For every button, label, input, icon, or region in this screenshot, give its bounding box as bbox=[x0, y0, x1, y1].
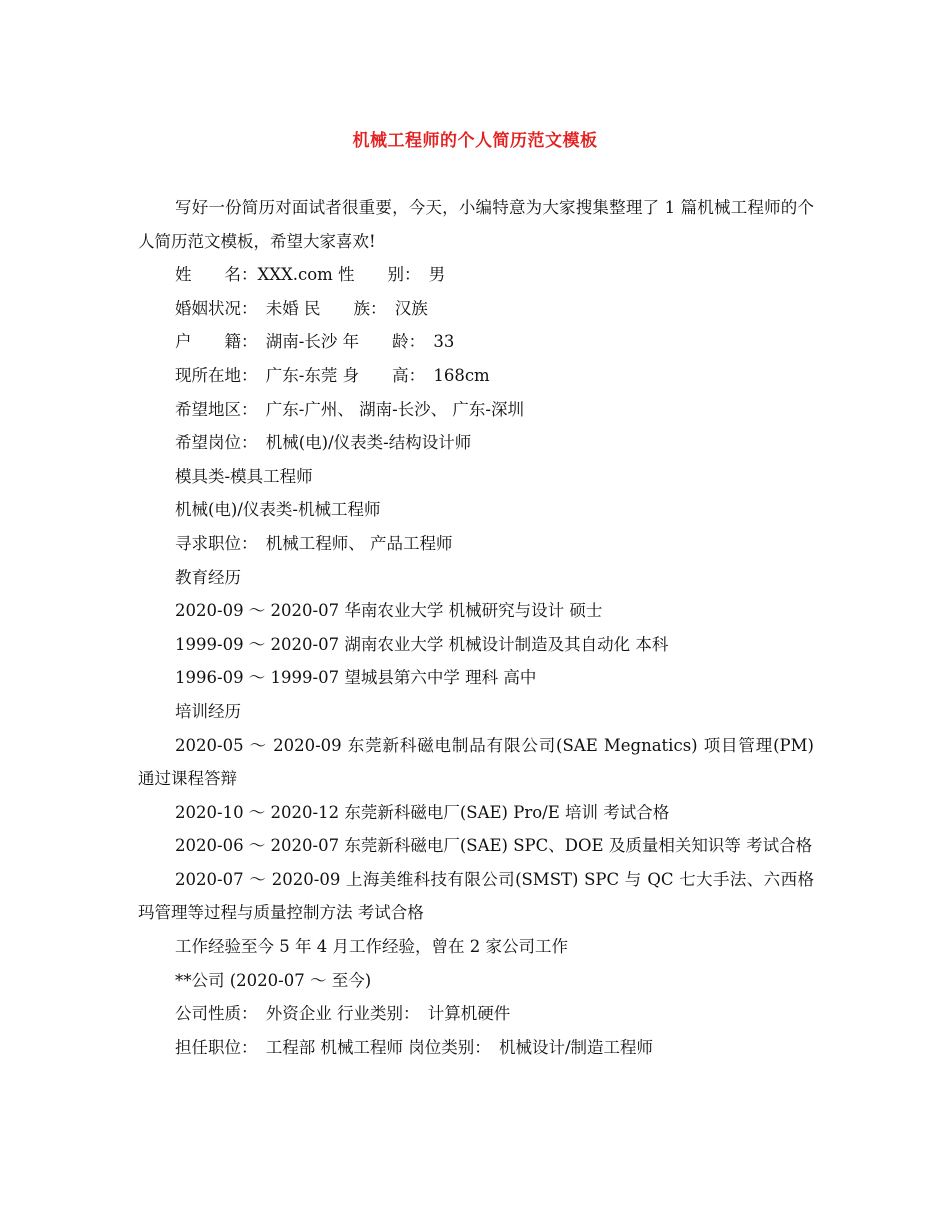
document-title: 机械工程师的个人简历范文模板 bbox=[352, 131, 598, 151]
name-gender-line: 姓 名：XXX.com 性 别： 男 bbox=[175, 265, 446, 285]
intro-paragraph: 写好一份简历对面试者很重要，今天，小编特意为大家搜集整理了 1 篇机械工程师的个人简历范文模板，希望大家喜欢! bbox=[138, 198, 814, 251]
education-entry: 1999-09 ～ 2020-07 湖南农业大学 机械设计制造及其自动化 本科 bbox=[175, 634, 669, 654]
position-line: 担任职位： 工程部 机械工程师 岗位类别： 机械设计/制造工程师 bbox=[175, 1037, 654, 1057]
training-entry: 2020-05 ～ 2020-09 东莞新科磁电制品有限公司(SAE Megnatics) 项目管理(PM) 通过课程答辩 bbox=[138, 735, 820, 789]
education-entry: 2020-09 ～ 2020-07 华南农业大学 机械研究与设计 硕士 bbox=[175, 601, 603, 621]
job-sought-line: 寻求职位： 机械工程师、 产品工程师 bbox=[175, 533, 453, 553]
training-entry: 2020-06 ～ 2020-07 东莞新科磁电厂(SAE) SPC、DOE 及质量相关知识等 考试合格 bbox=[175, 836, 813, 856]
desired-region-line: 希望地区： 广东-广州、 湖南-长沙、 广东-深圳 bbox=[175, 399, 524, 419]
training-heading: 培训经历 bbox=[175, 701, 241, 721]
hukou-age-line: 户 籍： 湖南-长沙 年 龄： 33 bbox=[175, 332, 455, 352]
document-body bbox=[138, 191, 820, 1064]
education-heading: 教育经历 bbox=[175, 567, 241, 587]
desired-position-line-3: 机械(电)/仪表类-机械工程师 bbox=[175, 500, 381, 520]
company-entry: **公司 (2020-07 ～ 至今) bbox=[175, 970, 372, 990]
desired-position-line-2: 模具类-模具工程师 bbox=[175, 466, 313, 486]
marital-ethnicity-line: 婚姻状况： 未婚 民 族： 汉族 bbox=[175, 298, 428, 318]
training-entry: 2020-07 ～ 2020-09 上海美维科技有限公司(SMST) SPC 与 QC 七大手法、六西格玛管理等过程与质量控制方法 考试合格 bbox=[138, 869, 814, 923]
work-experience-summary: 工作经验至今 5 年 4 月工作经验，曾在 2 家公司工作 bbox=[175, 937, 568, 957]
training-entry: 2020-10 ～ 2020-12 东莞新科磁电厂(SAE) Pro/E 培训 考试合格 bbox=[175, 802, 670, 822]
education-entry: 1996-09 ～ 1999-07 望城县第六中学 理科 高中 bbox=[175, 668, 537, 688]
company-type-line: 公司性质： 外资企业 行业类别： 计算机硬件 bbox=[175, 1004, 511, 1024]
desired-position-line: 希望岗位： 机械(电)/仪表类-结构设计师 bbox=[175, 433, 472, 453]
location-height-line: 现所在地： 广东-东莞 身 高： 168cm bbox=[175, 365, 490, 385]
